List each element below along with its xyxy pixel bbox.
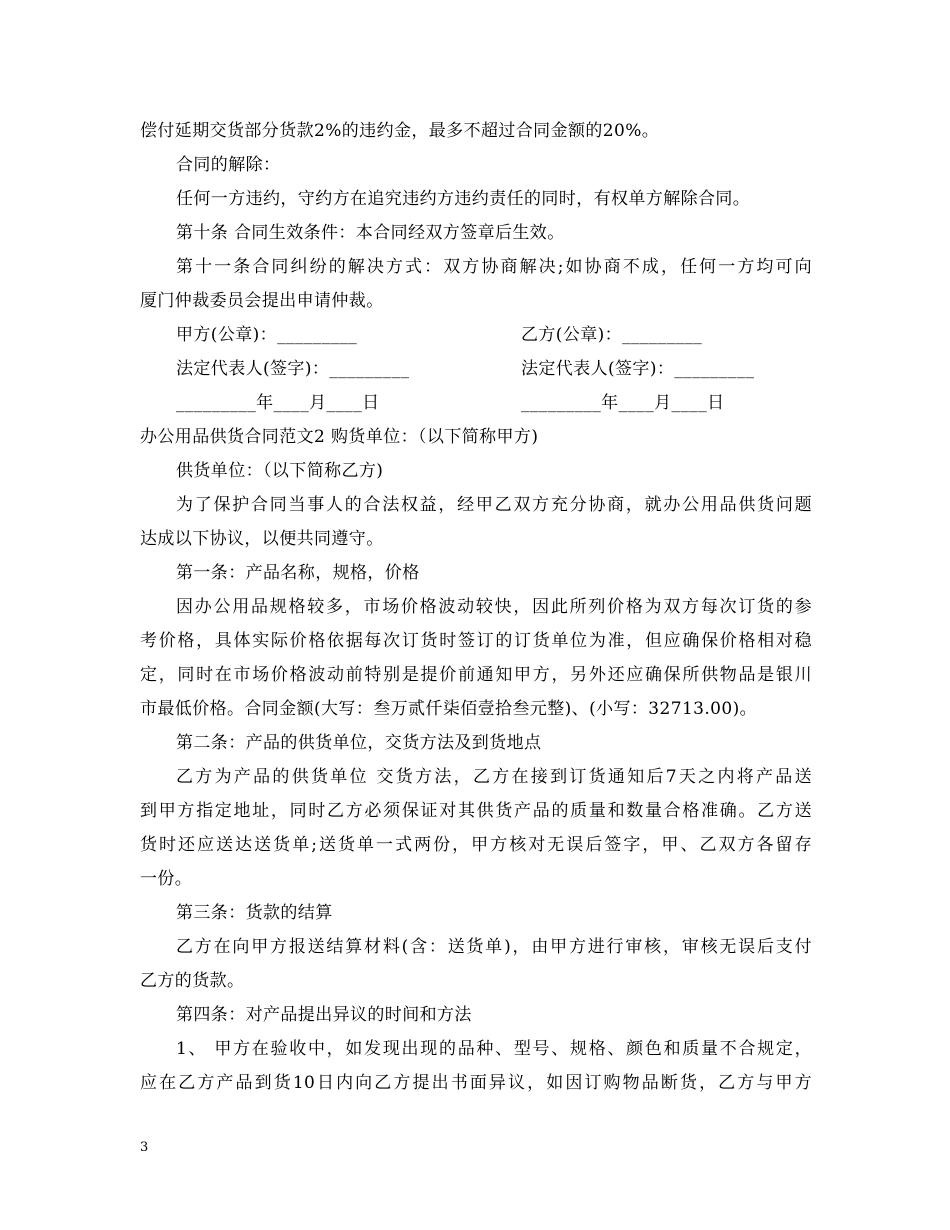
article-three-heading: 第三条：货款的结算: [176, 903, 333, 923]
text-line: 因办公用品规格较多，市场价格波动较快，因此所列价格为双方每次订货的参: [176, 597, 812, 617]
party-b-date: _________年____月____日: [521, 393, 725, 413]
party-a-representative: 法定代表人(签字)：_________: [176, 359, 410, 379]
text-line: 乙方在向甲方报送结算材料(含：送货单)，由甲方进行审核，审核无误后支付: [176, 937, 812, 957]
text-line: 一份。: [140, 869, 193, 889]
page-number: 3: [140, 1140, 149, 1155]
contract-title: 办公用品供货合同范文2 购货单位：（以下简称甲方): [140, 427, 539, 447]
contract-amount: 市最低价格。合同金额(大写：叁万贰仟柒佰壹拾叁元整)、(小写：32713.00)。: [140, 699, 758, 719]
text-line: 供货单位：（以下简称乙方): [176, 461, 384, 481]
party-a-date: _________年____月____日: [176, 393, 380, 413]
text-line: 乙方为产品的供货单位 交货方法，乙方在接到订货通知后7天之内将产品送: [176, 767, 812, 787]
article-eleven: 第十一条合同纠纷的解决方式：双方协商解决;如协商不成，任何一方均可向: [176, 257, 812, 277]
text-line: 到甲方指定地址，同时乙方必须保证对其供货产品的质量和数量合格准确。乙方送: [140, 801, 812, 821]
party-a-seal: 甲方(公章)：_________: [176, 325, 358, 345]
article-four-heading: 第四条：对产品提出异议的时间和方法: [176, 1005, 472, 1025]
text-line: 1、 甲方在验收中，如发现出现的品种、型号、规格、颜色和质量不合规定，: [176, 1039, 812, 1059]
party-b-seal: 乙方(公章)：_________: [521, 325, 703, 345]
text-line: 定，同时在市场价格波动前特别是提价前通知甲方，另外还应确保所供物品是银川: [140, 665, 812, 685]
article-ten: 第十条 合同生效条件：本合同经双方签章后生效。: [176, 223, 565, 243]
article-one-heading: 第一条：产品名称，规格，价格: [176, 563, 420, 583]
text-line: 任何一方违约，守约方在追究违约方违约责任的同时，有权单方解除合同。: [176, 189, 751, 209]
text-line: 厦门仲裁委员会提出申请仲裁。: [140, 291, 384, 311]
text-line: 应在乙方产品到货10日内向乙方提出书面异议，如因订购物品断货，乙方与甲方: [140, 1073, 812, 1093]
article-two-heading: 第二条：产品的供货单位，交货方法及到货地点: [176, 733, 542, 753]
section-heading: 合同的解除：: [176, 155, 281, 175]
text-line: 货时还应送达送货单;送货单一式两份，甲方核对无误后签字，甲、乙双方各留存: [140, 835, 812, 855]
party-b-representative: 法定代表人(签字)：_________: [521, 359, 755, 379]
text-line: 为了保护合同当事人的合法权益，经甲乙双方充分协商，就办公用品供货问题: [176, 495, 812, 515]
text-line: 达成以下协议，以便共同遵守。: [140, 529, 384, 549]
text-line: 偿付延期交货部分货款2%的违约金，最多不超过合同金额的20%。: [140, 121, 660, 141]
text-line: 乙方的货款。: [140, 971, 245, 991]
text-line: 考价格，具体实际价格依据每次订货时签订的订货单位为准，但应确保价格相对稳: [140, 631, 812, 651]
